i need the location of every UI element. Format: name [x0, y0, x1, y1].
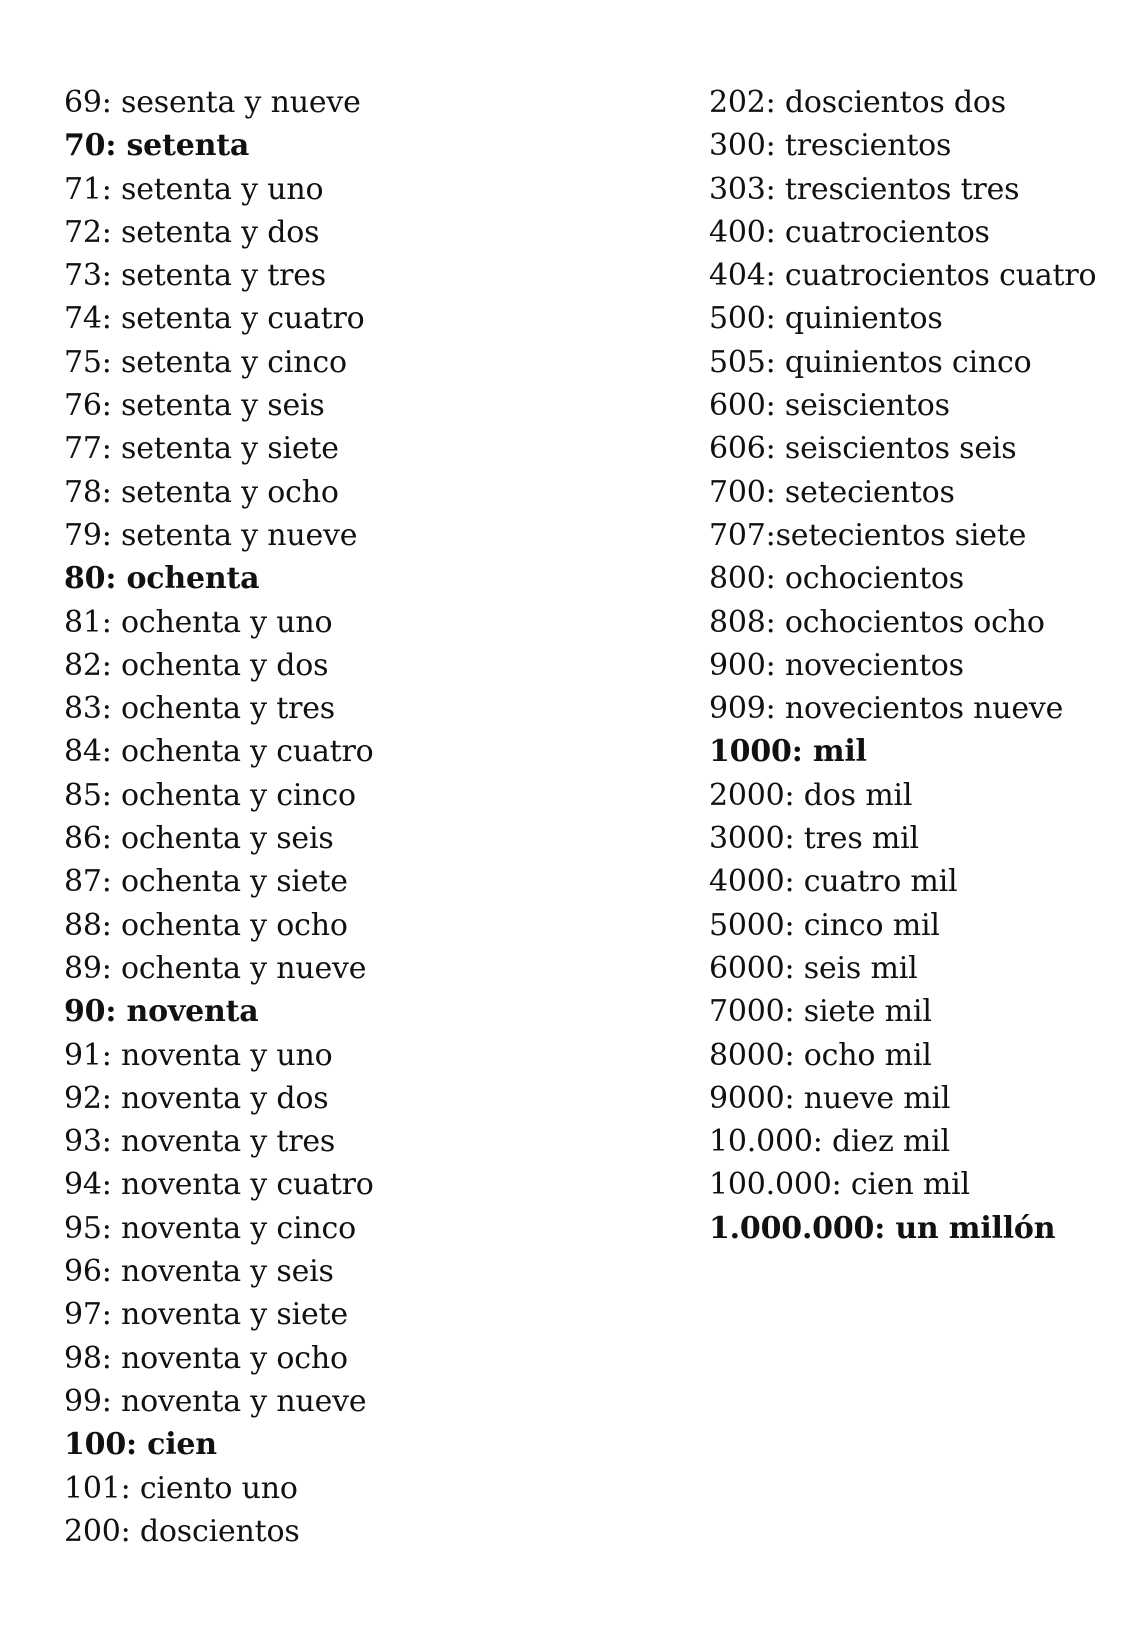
number-entry: 96: noventa y seis — [64, 1254, 334, 1290]
left-number-column — [64, 81, 624, 1553]
number-entry: 95: noventa y cinco — [64, 1210, 356, 1246]
number-heading: 1000: mil — [709, 734, 867, 770]
number-entry: 69: sesenta y nueve — [64, 85, 361, 120]
number-entry: 81: ochenta y uno — [64, 604, 333, 640]
number-entry: 99: noventa y nueve — [64, 1383, 367, 1419]
number-entry: 94: noventa y cuatro — [64, 1167, 374, 1203]
number-entry: 606: seiscientos seis — [709, 431, 1017, 467]
number-entry: 87: ochenta y siete — [64, 864, 348, 900]
number-entry: 82: ochenta y dos — [64, 647, 329, 683]
number-entry: 84: ochenta y cuatro — [64, 734, 374, 770]
number-heading: 90: noventa — [64, 994, 259, 1030]
number-entry: 6000: seis mil — [709, 950, 918, 986]
number-entry: 73: setenta y tres — [64, 258, 327, 294]
number-heading: 80: ochenta — [64, 561, 260, 597]
number-entry: 89: ochenta y nueve — [64, 950, 367, 986]
number-heading: 70: setenta — [64, 128, 250, 164]
number-entry: 7000: siete mil — [709, 994, 932, 1030]
number-entry: 72: setenta y dos — [64, 214, 320, 250]
number-entry: 100.000: cien mil — [709, 1167, 970, 1203]
number-entry: 83: ochenta y tres — [64, 691, 335, 727]
number-entry: 98: noventa y ocho — [64, 1340, 348, 1376]
number-entry: 93: noventa y tres — [64, 1124, 336, 1160]
number-entry: 10.000: diez mil — [709, 1124, 950, 1160]
number-entry: 4000: cuatro mil — [709, 864, 958, 900]
number-entry: 79: setenta y nueve — [64, 517, 358, 553]
number-entry: 9000: nueve mil — [709, 1080, 951, 1116]
number-entry: 8000: ocho mil — [709, 1037, 932, 1073]
number-entry: 78: setenta y ocho — [64, 474, 339, 510]
number-entry: 5000: cinco mil — [709, 907, 940, 943]
number-entry: 800: ochocientos — [709, 561, 964, 597]
number-entry: 600: seiscientos — [709, 388, 950, 424]
number-entry: 3000: tres mil — [709, 821, 919, 857]
number-entry: 400: cuatrocientos — [709, 214, 990, 250]
number-heading: 100: cien — [64, 1427, 217, 1463]
number-entry: 202: doscientos dos — [709, 85, 1006, 120]
number-entry: 92: noventa y dos — [64, 1080, 329, 1116]
number-entry: 200: doscientos — [64, 1513, 300, 1549]
number-entry: 75: setenta y cinco — [64, 344, 347, 380]
right-number-column — [709, 81, 1129, 1250]
number-entry: 900: novecientos — [709, 647, 964, 683]
number-entry: 300: trescientos — [709, 128, 952, 164]
number-entry: 505: quinientos cinco — [709, 344, 1032, 380]
number-entry: 85: ochenta y cinco — [64, 777, 356, 813]
number-entry: 91: noventa y uno — [64, 1037, 333, 1073]
number-entry: 86: ochenta y seis — [64, 821, 334, 857]
number-entry: 2000: dos mil — [709, 777, 913, 813]
number-entry: 909: novecientos nueve — [709, 691, 1064, 727]
number-entry: 500: quinientos — [709, 301, 943, 337]
number-heading: 1.000.000: un millón — [709, 1210, 1056, 1246]
number-entry: 700: setecientos — [709, 474, 955, 510]
number-entry: 88: ochenta y ocho — [64, 907, 348, 943]
number-entry: 97: noventa y siete — [64, 1297, 348, 1333]
number-entry: 76: setenta y seis — [64, 388, 325, 424]
number-entry: 808: ochocientos ocho — [709, 604, 1045, 640]
number-entry: 74: setenta y cuatro — [64, 301, 365, 337]
number-entry: 404: cuatrocientos cuatro — [709, 258, 1097, 294]
number-entry: 71: setenta y uno — [64, 171, 324, 207]
number-entry: 303: trescientos tres — [709, 171, 1020, 207]
number-entry: 101: ciento uno — [64, 1470, 298, 1506]
number-entry: 77: setenta y siete — [64, 431, 339, 467]
number-entry: 707:setecientos siete — [709, 517, 1027, 553]
